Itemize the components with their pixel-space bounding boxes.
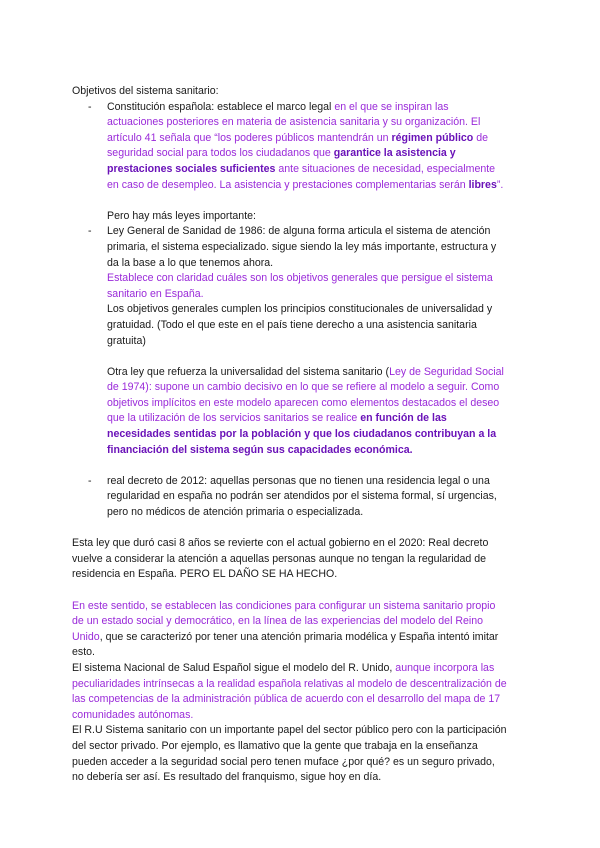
highlight-text: actuaciones posteriores en materia de asistencia sanitaria y su organización. El: [107, 116, 481, 129]
bold-highlight-text: financiación del sistema según sus capacidades económica.: [107, 443, 413, 456]
paragraph-line: vuelve a considerar la atención a aquellas personas aunque no tengan la regularidad de: [72, 552, 487, 565]
bold-highlight-text: régimen público: [391, 131, 474, 144]
list-item-real-decreto: [72, 474, 534, 521]
highlight-text: de: [473, 131, 489, 144]
list-item-ley-general: [72, 224, 534, 458]
text: da la base a lo que tenemos ahora.: [107, 256, 274, 269]
bold-highlight-text: garantice la asistencia y: [333, 147, 456, 160]
highlight-text: aunque incorpora las: [395, 661, 495, 674]
highlight-text: comunidades autónomas.: [72, 708, 194, 721]
bold-highlight-text: en función de las: [360, 412, 447, 425]
text: Constitución española: establece el marco legal: [107, 100, 335, 113]
paragraph-line: esto.: [72, 646, 95, 659]
highlight-text: peculiaridades intrínsecas a la realidad española relativas al modelo de descentralización de: [72, 677, 507, 690]
text: gratuita): [107, 334, 146, 347]
highlight-text: artículo 41 señala que “los poderes públicos mantendrán un: [107, 131, 392, 144]
list-item-constitucion: [72, 100, 534, 194]
highlight-text: de un estado social y democrático, en la línea de las experiencias del modelo del Reino: [72, 615, 484, 628]
paragraph-line: del sector privado. Por ejemplo, es llamativo que la gente que trabaja en la enseñanza: [72, 739, 478, 752]
bold-highlight-text: necesidades sentidas por la población y que los ciudadanos contribuyan a la: [107, 428, 497, 441]
highlight-text: seguridad social para todos los ciudadanos que: [107, 147, 334, 160]
document-page: [72, 84, 534, 786]
bullet-dash: -: [88, 225, 92, 238]
paragraph-line: residencia en España. PERO EL DAÑO SE HA HECHO.: [72, 568, 338, 581]
highlight-text: Establece con claridad cuáles son los objetivos generales que persigue el sistema: [107, 272, 493, 285]
highlight-text: Unido: [72, 630, 100, 643]
highlight-text: las competencias de la administración pública de acuerdo con el desarrollo del mapa de 17: [72, 693, 501, 706]
bold-highlight-text: prestaciones sociales suficientes: [107, 162, 276, 175]
highlight-text: que la utilización de los servicios sanitarios se realice: [107, 412, 361, 425]
text: , que se caracterizó por tener una atención primaria modélica y España intentó imitar: [99, 630, 499, 643]
text: primaria, el sistema especializado. sigue siendo la ley más importante, estructura y: [107, 240, 497, 253]
paragraph-line: Esta ley que duró casi 8 años se revierte con el actual gobierno en el 2020: Real decreto: [72, 537, 489, 550]
text: Ley General de Sanidad de 1986: de alguna forma articula el sistema de atención: [107, 225, 491, 238]
highlight-text: En este sentido, se establecen las condiciones para configurar un sistema sanitario propio: [72, 599, 496, 612]
highlight-text: ante situaciones de necesidad, especialmente: [275, 162, 496, 175]
more-laws-text: Pero hay más leyes importante:: [107, 209, 256, 222]
paragraph-line: no debería ser así. Es resultado del franquismo, sigue hoy en día.: [72, 771, 382, 784]
paragraph-line: El R.U Sistema sanitario con un importante papel del sector público pero con la participación: [72, 724, 507, 737]
section-heading: Objetivos del sistema sanitario:: [72, 85, 219, 97]
text: Otra ley que refuerza la universalidad del sistema sanitario (: [107, 365, 390, 378]
highlight-text: de 1974): supone un cambio decisivo en lo que se refiere al modelo a seguir. Como: [107, 381, 500, 394]
bullet-dash: -: [88, 100, 92, 113]
highlight-text: en caso de desempleo. La asistencia y prestaciones complementarias serán: [107, 178, 469, 191]
highlight-text: en el que se inspiran las: [334, 100, 449, 113]
highlight-text: Ley de Seguridad Social: [389, 365, 504, 378]
text: gratuidad. (Todo el que este en el país tiene derecho a una asistencia sanitaria: [107, 318, 477, 331]
text: El sistema Nacional de Salud Español sigue el modelo del R. Unido,: [72, 661, 396, 674]
text: real decreto de 2012: aquellas personas que no tienen una residencia legal o una: [107, 474, 490, 487]
text: Los objetivos generales cumplen los principios constitucionales de universalidad y: [107, 303, 493, 316]
bullet-dash: -: [88, 474, 92, 487]
text: regularidad en españa no podrán ser atendidos por el sistema formal, sí urgencias,: [107, 490, 497, 503]
bold-highlight-text: libres: [468, 178, 497, 191]
text: pero no médicos de atención primaria o especializada.: [107, 506, 364, 519]
highlight-text: sanitario en España.: [107, 287, 204, 300]
highlight-text: objetivos implícitos en este modelo aparecen como elementos destacados el deseo: [107, 396, 500, 409]
paragraph-line: pueden acceder a la seguridad social pero tenen muface ¿por qué? es un seguro privado,: [72, 755, 495, 768]
highlight-text: ”.: [496, 178, 504, 191]
